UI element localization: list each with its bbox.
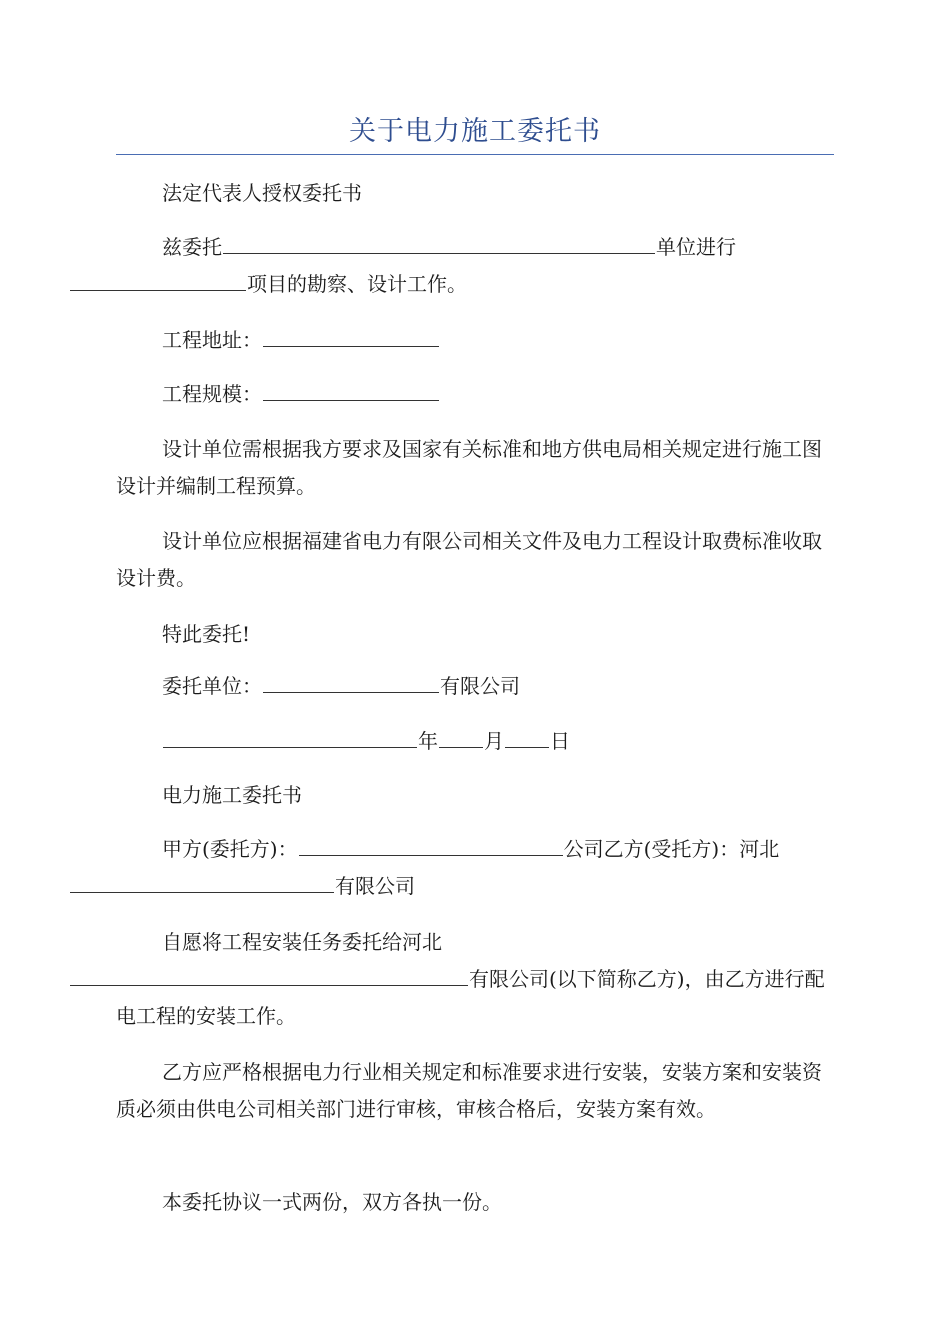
parties-paragraph: [116, 831, 834, 905]
address-label: 工程地址：: [162, 328, 262, 352]
address-blank[interactable]: [263, 324, 439, 347]
project-name-blank[interactable]: [70, 268, 246, 291]
entrusting-unit-suffix: 有限公司: [440, 674, 520, 698]
copies-paragraph: 本委托协议一式两份，双方各执一份。: [162, 1190, 502, 1214]
task-paragraph: [116, 924, 834, 1035]
party-b-suffix: 有限公司: [335, 874, 415, 898]
party-a-suffix: 公司乙方(受托方)：河北: [563, 837, 780, 861]
scale-label: 工程规模：: [162, 382, 262, 406]
party-b-blank[interactable]: [70, 870, 334, 893]
scale-blank[interactable]: [263, 378, 439, 401]
construction-heading-text: 电力施工委托书: [162, 783, 302, 807]
entrust-project-suffix: 项目的勘察、设计工作。: [247, 272, 467, 296]
task-suffix: 有限公司(以下简称乙方)，由乙方进行配电工程的安装工作。: [116, 967, 825, 1028]
date-day-label: 日: [550, 729, 570, 753]
entrusting-unit-label: 委托单位：: [162, 674, 262, 698]
entrust-unit-suffix: 单位进行: [656, 235, 736, 259]
authorization-heading-text: 法定代表人授权委托书: [162, 181, 362, 205]
construction-heading: [116, 777, 834, 814]
entrusting-unit-line: [116, 668, 834, 705]
address-line: [116, 322, 834, 359]
task-prefix: 自愿将工程安装任务委托给河北: [162, 930, 442, 954]
party-a-label: 甲方(委托方)：: [162, 837, 298, 861]
date-line: [116, 723, 834, 760]
document-title: 关于电力施工委托书: [349, 116, 601, 147]
scale-line: [116, 376, 834, 413]
design-requirement-paragraph: 设计单位需根据我方要求及国家有关标准和地方供电局相关规定进行施工图设计并编制工程预算。: [116, 437, 822, 498]
date-year-blank[interactable]: [163, 725, 417, 748]
closing-line: 特此委托!: [162, 622, 251, 646]
standard-paragraph: 乙方应严格根据电力行业相关规定和标准要求进行安装，安装方案和安装资质必须由供电公司相关部门进行审核，审核合格后，安装方案有效。: [116, 1060, 822, 1121]
date-month-label: 月: [484, 729, 504, 753]
date-month-blank[interactable]: [439, 725, 483, 748]
entrusting-unit-blank[interactable]: [263, 670, 439, 693]
entrust-paragraph: [116, 229, 834, 303]
title-underline: [116, 154, 834, 155]
entrusted-unit-blank[interactable]: [223, 231, 655, 254]
entrust-prefix: 兹委托: [162, 235, 222, 259]
contractor-blank[interactable]: [70, 963, 468, 986]
design-fee-paragraph: 设计单位应根据福建省电力有限公司相关文件及电力工程设计取费标准收取设计费。: [116, 529, 822, 590]
date-year-label: 年: [418, 729, 438, 753]
date-day-blank[interactable]: [505, 725, 549, 748]
authorization-heading: [116, 175, 834, 212]
party-a-blank[interactable]: [299, 833, 563, 856]
